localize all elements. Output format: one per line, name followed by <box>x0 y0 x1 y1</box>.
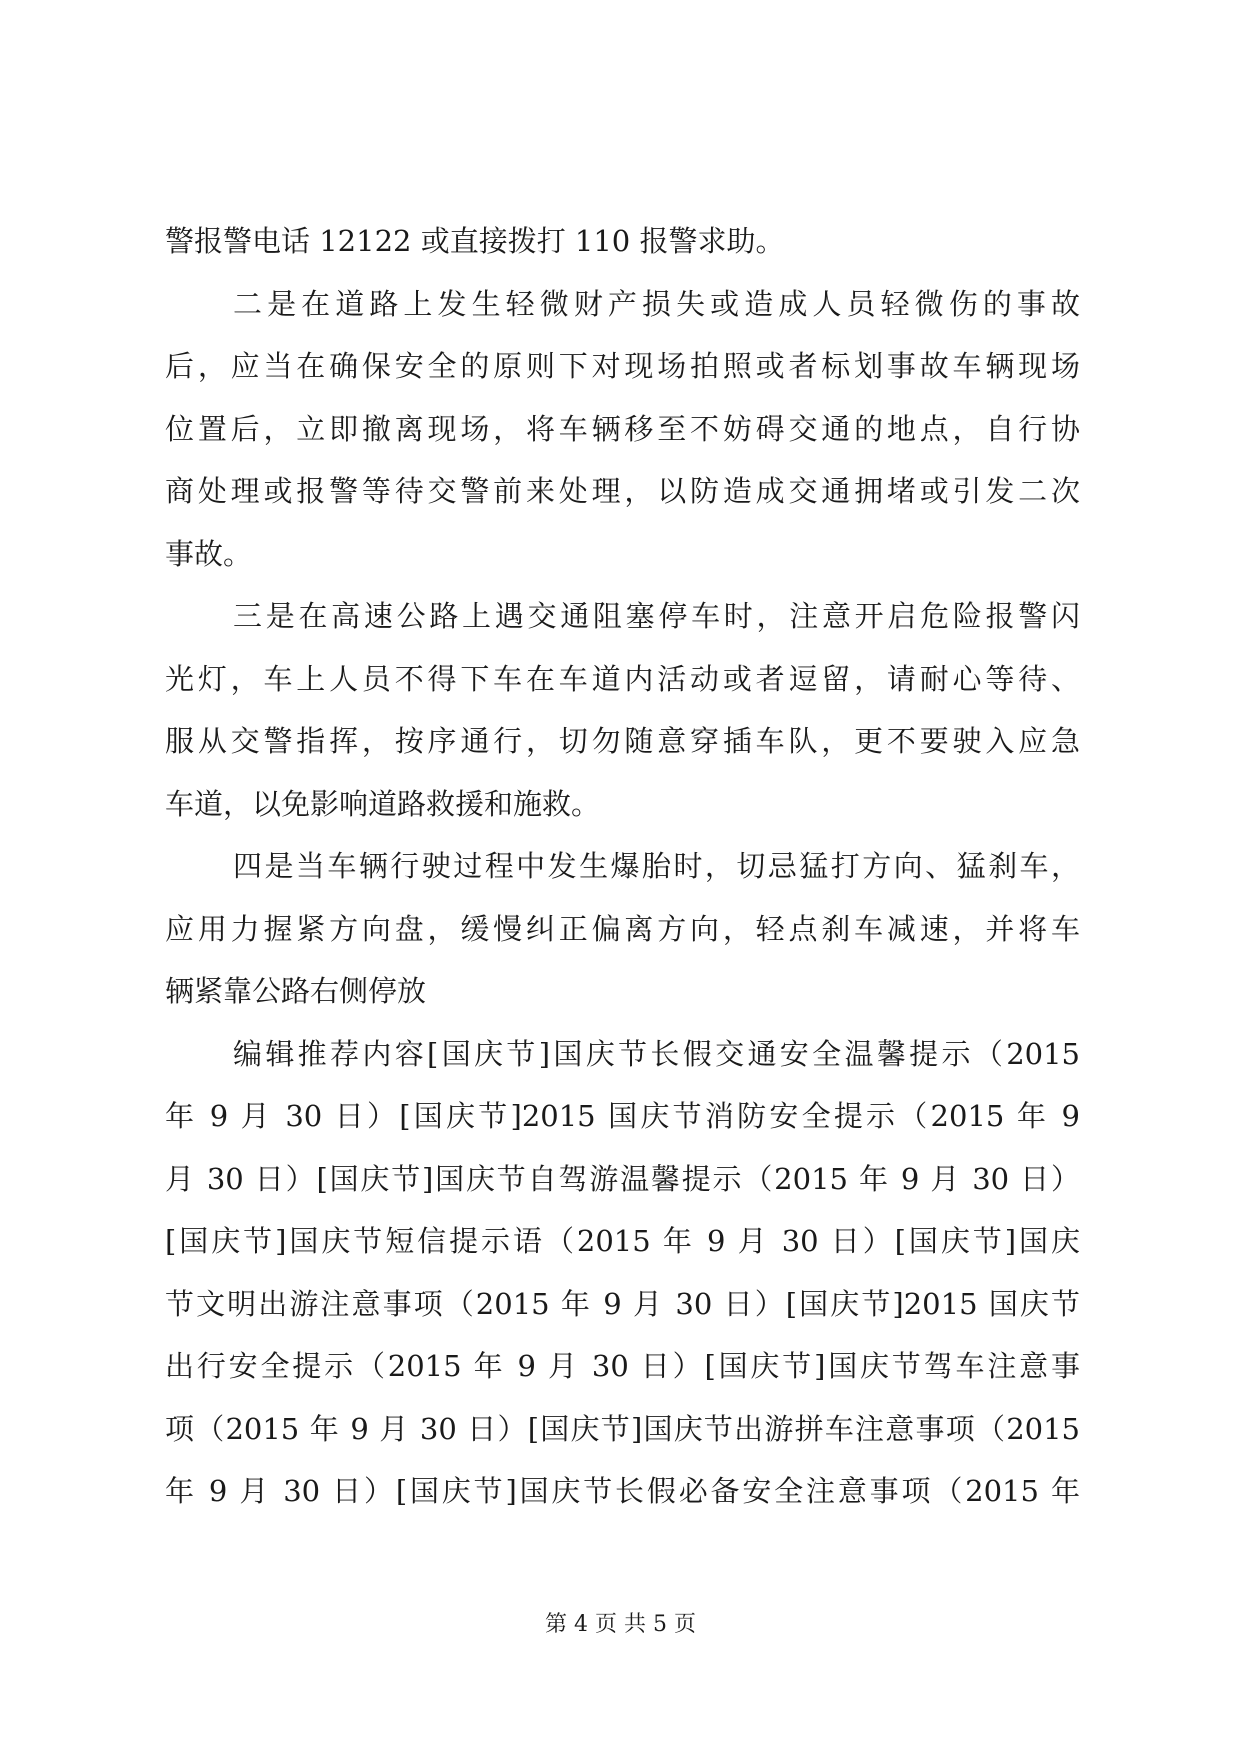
text-line: 光灯，车上人员不得下车在车道内活动或者逗留，请耐心等待、 <box>165 661 1080 696</box>
text-line: 节文明出游注意事项（2015 年 9 月 30 日）[国庆节]2015 国庆节 <box>165 1286 1080 1321</box>
text-line: 二是在道路上发生轻微财产损失或造成人员轻微伤的事故 <box>233 286 1080 321</box>
text-line: 应用力握紧方向盘，缓慢纠正偏离方向，轻点刹车减速，并将车 <box>165 911 1080 946</box>
paragraph <box>165 585 1080 835</box>
text-line: 月 30 日）[国庆节]国庆节自驾游温馨提示（2015 年 9 月 30 日） <box>165 1161 1080 1196</box>
text-line: 警报警电话 12122 或直接拨打 110 报警求助。 <box>165 224 785 258</box>
text-line: 事故。 <box>165 536 253 571</box>
text-line: 后，应当在确保安全的原则下对现场拍照或者标划事故车辆现场 <box>165 349 1080 383</box>
text-line: 三是在高速公路上遇交通阻塞停车时，注意开启危险报警闪 <box>233 599 1080 633</box>
text-line: 项（2015 年 9 月 30 日）[国庆节]国庆节出游拼车注意事项（2015 <box>165 1411 1080 1446</box>
page-number-footer: 第 4 页 共 5 页 <box>545 1612 696 1637</box>
paragraph <box>165 835 1080 1023</box>
text-line: 年 9 月 30 日）[国庆节]国庆节长假必备安全注意事项（2015 年 <box>165 1474 1080 1508</box>
paragraph <box>165 273 1080 586</box>
paragraph <box>165 210 1080 273</box>
paragraph <box>165 1023 1080 1523</box>
text-line: 位置后，立即撤离现场，将车辆移至不妨碍交通的地点，自行协 <box>165 411 1080 446</box>
text-line: 商处理或报警等待交警前来处理，以防造成交通拥堵或引发二次 <box>165 474 1080 508</box>
text-line: 服从交警指挥，按序通行，切勿随意穿插车队，更不要驶入应急 <box>165 724 1080 758</box>
text-line: 年 9 月 30 日）[国庆节]2015 国庆节消防安全提示（2015 年 9 <box>165 1099 1080 1133</box>
text-line: 车道，以免影响道路救援和施救。 <box>165 786 601 821</box>
text-line: 出行安全提示（2015 年 9 月 30 日）[国庆节]国庆节驾车注意事 <box>165 1349 1080 1383</box>
text-line: 四是当车辆行驶过程中发生爆胎时，切忌猛打方向、猛刹车， <box>233 849 1080 883</box>
document-body <box>165 210 1080 1523</box>
text-line: [国庆节]国庆节短信提示语（2015 年 9 月 30 日）[国庆节]国庆 <box>165 1224 1080 1258</box>
text-line: 编辑推荐内容[国庆节]国庆节长假交通安全温馨提示（2015 <box>233 1036 1080 1071</box>
text-line: 辆紧靠公路右侧停放 <box>165 974 427 1008</box>
